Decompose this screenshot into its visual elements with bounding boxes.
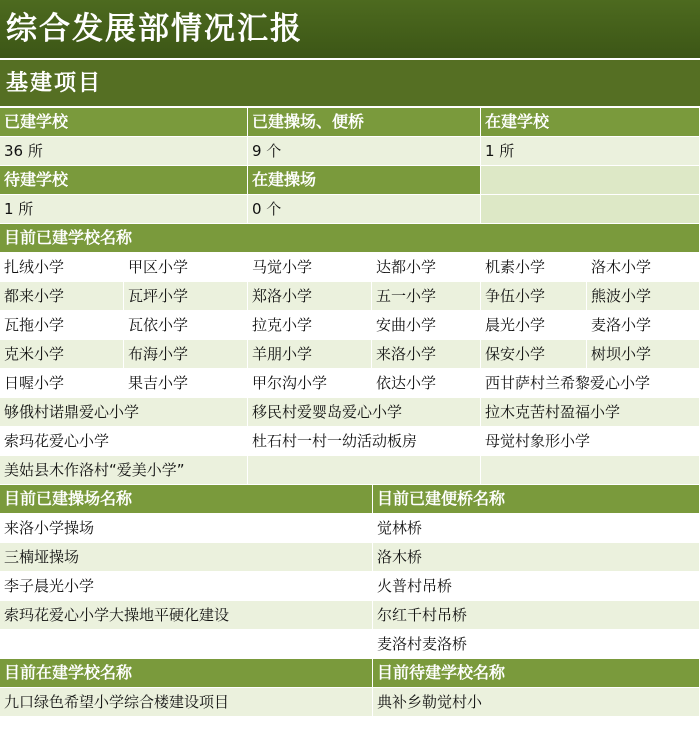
label-schools-in-progress: 在建学校 [481,108,700,137]
label-built-schools: 已建学校 [0,108,248,137]
school-name: 甲区小学 [124,253,248,282]
school-name: 克米小学 [0,340,124,369]
school-name: 五一小学 [372,282,481,311]
empty-cell [481,166,700,195]
school-name: 马觉小学 [248,253,372,282]
bridge-name: 火普村吊桥 [373,572,700,601]
school-name: 洛木小学 [587,253,700,282]
label-pending-schools: 待建学校 [0,166,248,195]
value-schools-in-progress: 1 所 [481,137,700,166]
in-progress-header: 目前在建学校名称 [0,659,373,688]
bridge-name: 麦洛村麦洛桥 [373,630,700,659]
label-playgrounds-in-progress: 在建操场 [248,166,481,195]
school-name: 果吉小学 [124,369,248,398]
school-name: 西甘萨村兰希黎爱心小学 [481,369,700,398]
report-table [0,108,700,745]
section-title: 基建项目 [0,60,700,106]
school-name: 拉木克苦村盈福小学 [481,398,700,427]
school-name: 晨光小学 [481,311,587,340]
playground-name: 来洛小学操场 [0,514,373,543]
page-title: 综合发展部情况汇报 [0,0,700,58]
value-built-schools: 36 所 [0,137,248,166]
school-name: 达都小学 [372,253,481,282]
school-name: 安曲小学 [372,311,481,340]
built-schools-header: 目前已建学校名称 [0,224,700,253]
value-pending-schools: 1 所 [0,195,248,224]
school-name: 日喔小学 [0,369,124,398]
pending-header: 目前待建学校名称 [373,659,700,688]
school-name: 母觉村象形小学 [481,427,700,456]
in-progress-school-name: 九口绿色希望小学综合楼建设项目 [0,688,373,717]
playground-name: 索玛花爱心小学大操地平硬化建设 [0,601,373,630]
pending-school-name [373,717,700,745]
label-built-playgrounds-bridges: 已建操场、便桥 [248,108,481,137]
bridge-name: 觉林桥 [373,514,700,543]
bridge-name: 尔红千村吊桥 [373,601,700,630]
school-name: 瓦依小学 [124,311,248,340]
bridges-header: 目前已建便桥名称 [373,485,700,514]
school-name: 郑洛小学 [248,282,372,311]
school-name: 机素小学 [481,253,587,282]
school-name: 保安小学 [481,340,587,369]
school-name: 甲尔沟小学 [248,369,372,398]
school-name: 杜石村一村一幼活动板房 [248,427,481,456]
school-name: 来洛小学 [372,340,481,369]
school-name: 布海小学 [124,340,248,369]
school-name: 扎绒小学 [0,253,124,282]
playgrounds-header: 目前已建操场名称 [0,485,373,514]
in-progress-school-name [0,717,373,745]
school-name: 瓦拖小学 [0,311,124,340]
school-name: 瓦坪小学 [124,282,248,311]
empty-cell [248,456,481,485]
value-playgrounds-in-progress: 0 个 [248,195,481,224]
playground-name [0,630,373,659]
bridge-name: 洛木桥 [373,543,700,572]
empty-cell [481,456,700,485]
playground-name: 李子晨光小学 [0,572,373,601]
school-name: 争伍小学 [481,282,587,311]
school-name: 够俄村诺鼎爱心小学 [0,398,248,427]
pending-school-name: 典补乡勒觉村小 [373,688,700,717]
empty-cell [481,195,700,224]
school-name: 拉克小学 [248,311,372,340]
school-name: 索玛花爱心小学 [0,427,248,456]
school-name: 依达小学 [372,369,481,398]
value-built-playgrounds-bridges: 9 个 [248,137,481,166]
school-name: 美姑县木作洛村“爱美小学” [0,456,248,485]
school-name: 熊波小学 [587,282,700,311]
school-name: 麦洛小学 [587,311,700,340]
school-name: 都来小学 [0,282,124,311]
school-name: 移民村爱婴岛爱心小学 [248,398,481,427]
playground-name: 三楠垭操场 [0,543,373,572]
school-name: 树坝小学 [587,340,700,369]
school-name: 羊朋小学 [248,340,372,369]
